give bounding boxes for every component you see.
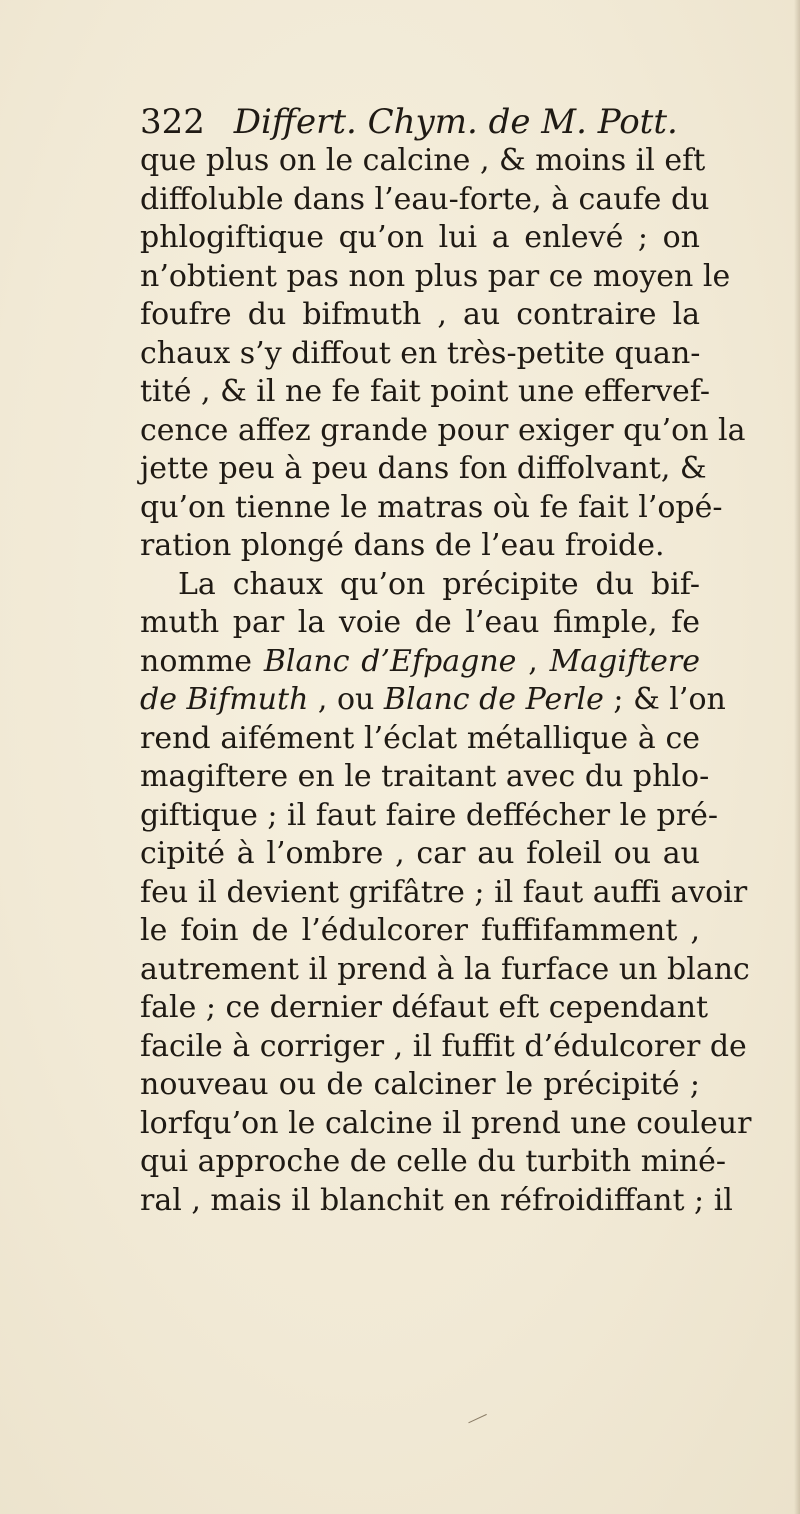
text-line: tité , & il ne fe fait point une effervef- xyxy=(140,374,710,409)
text-line: jette peu à peu dans fon diffolvant, & xyxy=(140,451,707,486)
text-line: giftique ; il faut faire deffécher le pré- xyxy=(140,797,718,833)
text-line: chaux s’y diffout en très-petite quan- xyxy=(140,335,701,371)
text-line: qu’on tienne le matras où fe fait l’opé- xyxy=(140,489,723,525)
text-line: le foin de l’édulcorer fuffifamment , xyxy=(140,913,700,948)
text-line: lorfqu’on le calcine il prend une couleur xyxy=(140,1105,752,1141)
text-line: de Bifmuth , ou Blanc de Perle ; & l’on xyxy=(140,682,726,717)
text-line: foufre du bifmuth , au contraire la xyxy=(140,297,700,332)
page-header xyxy=(140,100,700,144)
text-line: diffoluble dans l’eau-forte, à caufe du xyxy=(140,181,710,217)
text-line: magiftere en le traitant avec du phlo- xyxy=(140,759,710,794)
text-line: autrement il prend à la furface un blanc xyxy=(140,951,750,987)
text-line: qui approche de celle du turbith miné- xyxy=(140,1144,727,1179)
text-line: phlogiftique qu’on lui a enlevé ; on xyxy=(140,220,700,255)
text-line: nouveau ou de calciner le précipité ; xyxy=(140,1067,700,1102)
text-line: La chaux qu’on précipite du bif- xyxy=(178,566,700,602)
text-line: n’obtient pas non plus par ce moyen le xyxy=(140,258,731,294)
body-text xyxy=(140,142,752,1220)
ink-mark xyxy=(468,1414,487,1425)
page-number: 322 xyxy=(140,102,205,142)
page-edge-shadow xyxy=(794,0,800,1514)
text-line: fale ; ce dernier défaut eft cependant xyxy=(140,990,709,1025)
text-line: nomme Blanc d’Efpagne , Magiftere xyxy=(140,643,700,679)
text-line: muth par la voie de l’eau fimple, fe xyxy=(140,605,700,640)
text-line: cence affez grande pour exiger qu’on la xyxy=(140,412,746,448)
text-line: que plus on le calcine , & moins il eft xyxy=(140,143,706,178)
text-line: feu il devient grifâtre ; il faut auffi avoir xyxy=(140,874,748,910)
text-line: rend aifément l’éclat métallique à ce xyxy=(140,720,700,756)
running-title: Differt. Chym. de M. Pott. xyxy=(233,102,678,142)
text-line: ration plongé dans de l’eau froide. xyxy=(140,528,665,563)
text-line: cipité à l’ombre , car au foleil ou au xyxy=(140,836,700,871)
text-line: ral , mais il blanchit en réfroidiffant ; il xyxy=(140,1182,733,1218)
text-line: facile à corriger , il fuffit d’édulcorer de xyxy=(140,1028,747,1064)
